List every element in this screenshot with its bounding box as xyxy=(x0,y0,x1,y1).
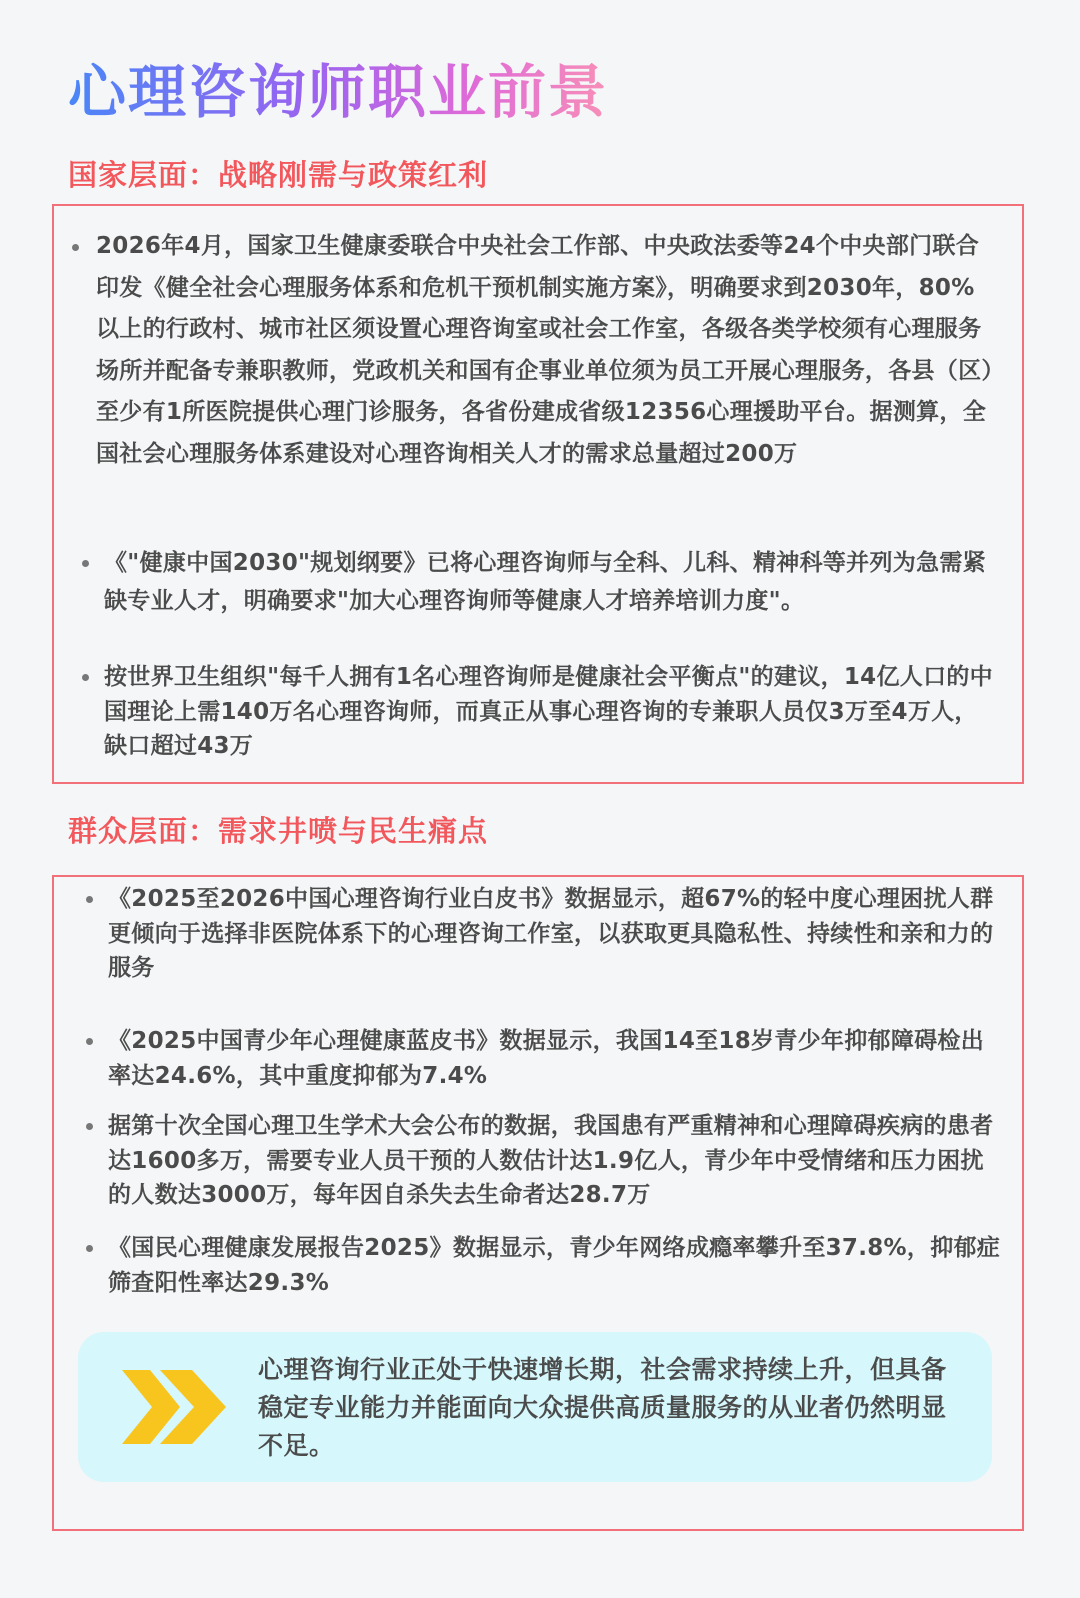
callout-text: 心理咨询行业正处于快速增长期，社会需求持续上升，但具备稳定专业能力并能面向大众提供高质量服务的从业者仍然明显不足。 xyxy=(258,1355,947,1460)
double-chevron-right-icon xyxy=(122,1370,242,1444)
page-title: 心理咨询师职业前景 xyxy=(68,52,608,132)
summary-callout xyxy=(78,1332,992,1482)
list-item: 按世界卫生组织"每千人拥有1名心理咨询师是健康社会平衡点"的建议，14亿人口的中国理论上需140万名心理咨询师，而真正从事心理咨询的专兼职人员仅3万至4万人，缺口超过43万 xyxy=(104,660,994,764)
section-heading-national: 国家层面：战略刚需与政策红利 xyxy=(68,158,489,192)
public-panel xyxy=(52,875,1024,1531)
list-item: 《2025中国青少年心理健康蓝皮书》数据显示，我国14至18岁青少年抑郁障碍检出率达24.6%，其中重度抑郁为7.4% xyxy=(108,1024,998,1093)
list-item: 《国民心理健康发展报告2025》数据显示，青少年网络成瘾率攀升至37.8%，抑郁症筛查阳性率达29.3% xyxy=(108,1231,1003,1300)
national-panel xyxy=(52,204,1024,784)
list-item: 《2025至2026中国心理咨询行业白皮书》数据显示，超67%的轻中度心理困扰人群更倾向于选择非医院体系下的心理咨询工作室，以获取更具隐私性、持续性和亲和力的服务 xyxy=(108,882,998,986)
list-item: 《"健康中国2030"规划纲要》已将心理咨询师与全科、儿科、精神科等并列为急需紧缺专业人才，明确要求"加大心理咨询师等健康人才培养培训力度"。 xyxy=(104,544,994,620)
section-heading-public: 群众层面：需求井喷与民生痛点 xyxy=(68,814,489,848)
list-item: 2026年4月，国家卫生健康委联合中央社会工作部、中央政法委等24个中央部门联合印发《健全社会心理服务体系和危机干预机制实施方案》，明确要求到2030年，80%以上的行政村、城市社区须设置心理咨询室或社会工作室，各级各类学校须有心理服务场所并配备专兼职教师，党政机关和国有企事业单位须为员工开展心理服务，各县（区）至少有1所医院提供心理门诊服务，各省份建成省级12356心理援助平台。据测算，全国社会心理服务体系建设对心理咨询相关人才的需求总量超过200万 xyxy=(96,226,996,475)
list-item: 据第十次全国心理卫生学术大会公布的数据，我国患有严重精神和心理障碍疾病的患者达1600多万，需要专业人员干预的人数估计达1.9亿人，青少年中受情绪和压力困扰的人数达3000万，每年因自杀失去生命者达28.7万 xyxy=(108,1109,1003,1213)
